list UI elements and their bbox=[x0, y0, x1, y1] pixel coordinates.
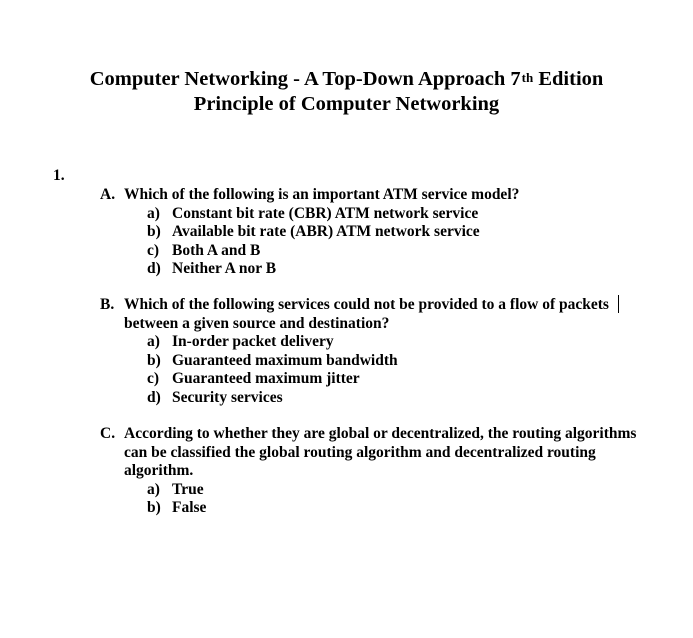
option-item bbox=[147, 242, 645, 261]
option-letter: d) bbox=[147, 260, 161, 277]
option-item bbox=[147, 370, 645, 389]
option-item bbox=[147, 389, 645, 408]
document-subtitle: Principle of Computer Networking bbox=[193, 93, 500, 115]
document-title bbox=[0, 67, 693, 92]
question-text: Which of the following is an important ATM service model? bbox=[124, 186, 520, 203]
option-item bbox=[147, 205, 645, 224]
question-text: According to whether they are global or decentralized, the routing algorithms can be classified the global routing algorithm and decentralized routing algorithm. bbox=[124, 425, 637, 479]
option-text: True bbox=[172, 480, 204, 498]
option-letter: a) bbox=[147, 480, 160, 498]
option-text: Constant bit rate (CBR) ATM network service bbox=[172, 204, 479, 222]
text-cursor bbox=[618, 295, 619, 313]
question-c bbox=[100, 425, 645, 518]
question-a bbox=[100, 186, 645, 279]
question-letter: A. bbox=[100, 186, 116, 203]
option-text: Security services bbox=[172, 388, 283, 406]
question-b bbox=[100, 296, 645, 407]
option-item bbox=[147, 481, 645, 500]
question-text: Which of the following services could not be provided to a flow of packets between a given source and destination? bbox=[124, 296, 609, 332]
option-item bbox=[147, 333, 645, 352]
option-letter: b) bbox=[147, 223, 161, 240]
option-letter: c) bbox=[147, 241, 160, 259]
option-letter: a) bbox=[147, 204, 160, 222]
option-letter: d) bbox=[147, 388, 161, 406]
option-item bbox=[147, 260, 645, 279]
option-letter: b) bbox=[147, 351, 161, 369]
option-list bbox=[147, 481, 645, 518]
option-list bbox=[147, 333, 645, 407]
title-suffix: Edition bbox=[533, 68, 604, 90]
question-letter: B. bbox=[100, 296, 115, 313]
option-text: Both A and B bbox=[172, 241, 261, 259]
option-text: Guaranteed maximum jitter bbox=[172, 370, 360, 387]
option-item bbox=[147, 223, 645, 242]
option-letter: a) bbox=[147, 333, 160, 350]
option-text: In-order packet delivery bbox=[172, 333, 334, 350]
question-letter: C. bbox=[100, 425, 116, 442]
question-number: 1. bbox=[53, 167, 65, 184]
option-letter: c) bbox=[147, 370, 160, 387]
option-text: Neither A nor B bbox=[172, 260, 277, 277]
option-letter: b) bbox=[147, 499, 161, 516]
option-list bbox=[147, 205, 645, 279]
option-item bbox=[147, 499, 645, 518]
option-text: False bbox=[172, 499, 207, 516]
option-item bbox=[147, 352, 645, 371]
option-text: Available bit rate (ABR) ATM network service bbox=[172, 223, 480, 240]
title-superscript: th bbox=[521, 70, 534, 85]
option-text: Guaranteed maximum bandwidth bbox=[172, 351, 398, 369]
title-prefix: Computer Networking - A Top-Down Approach 7 bbox=[89, 68, 521, 90]
